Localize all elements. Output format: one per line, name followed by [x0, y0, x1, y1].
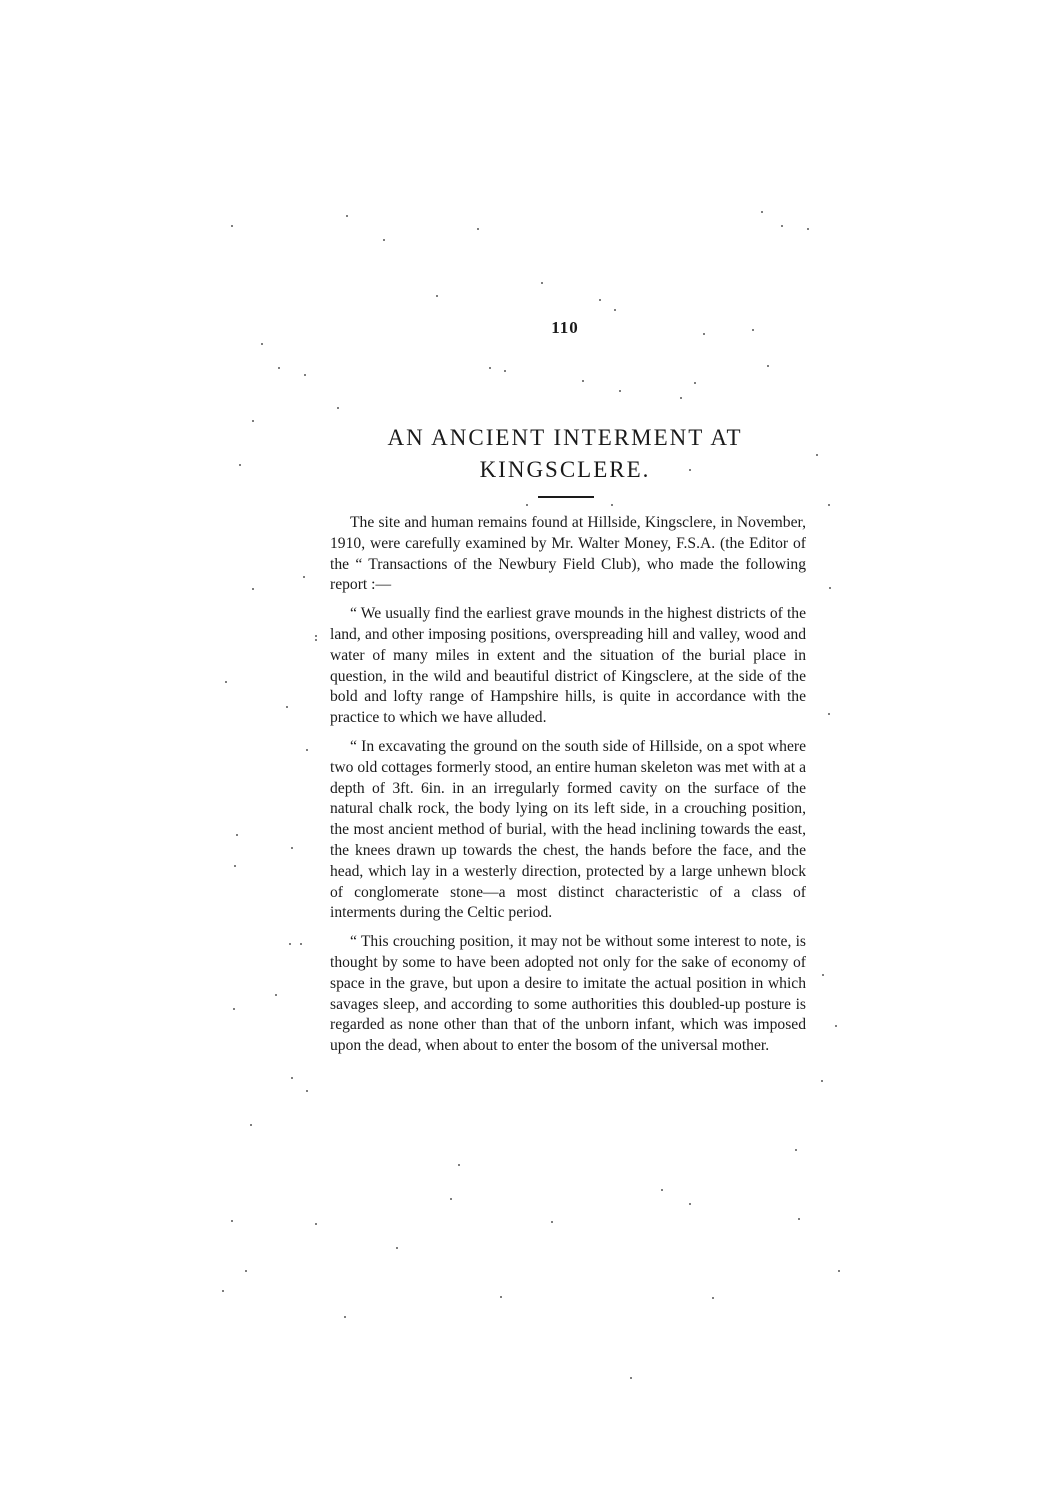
- title-line-1: AN ANCIENT INTERMENT AT: [387, 425, 743, 450]
- paragraph-2: “ We usually find the earliest grave mounds in the highest districts of the land, and other imposing positions, overspreading hill and valley, wood and water of many miles in extent and the situation of the burial place in question, in the wild and beautiful district of Kingsclere, at the side of the bold and lofty range of Hampshire hills, is quite in accordance with the practice to which we have alluded.: [330, 605, 806, 727]
- article-body: [330, 513, 806, 1065]
- title-line-2: KINGSCLERE.: [479, 457, 651, 482]
- article-title: [330, 422, 800, 486]
- paragraph-3: “ In excavating the ground on the south side of Hillside, on a spot where two old cottages formerly stood, an entire human skeleton was met with at a depth of 3ft. 6in. in an irregularly formed cavity on the surface of the natural chalk rock, the body lying on its left side, in a crouching position, the most ancient method of burial, with the head inclining towards the east, the knees drawn up towards the chest, the hands before the face, and the head, which lay in a westerly direction, protected by a large unhewn block of conglomerate stone—a most distinct characteristic of a class of interments during the Celtic period.: [330, 737, 806, 922]
- page-number: 110: [551, 318, 579, 337]
- paragraph-1: The site and human remains found at Hillside, Kingsclere, in November, 1910, were carefully examined by Mr. Walter Money, F.S.A. (the Editor of the “ Transactions of the Newbury Field Club), who made the following report :—: [330, 514, 806, 594]
- paragraph-4: “ This crouching position, it may not be without some interest to note, is thought by some to have been adopted not only for the sake of economy of space in the grave, but upon a desire to imitate the actual position in which savages sleep, and according to some authorities this doubled-up posture is regarded as none other than that of the unborn infant, which was imposed upon the dead, when about to enter the bosom of the universal mother.: [330, 933, 806, 1055]
- title-divider: [538, 496, 594, 498]
